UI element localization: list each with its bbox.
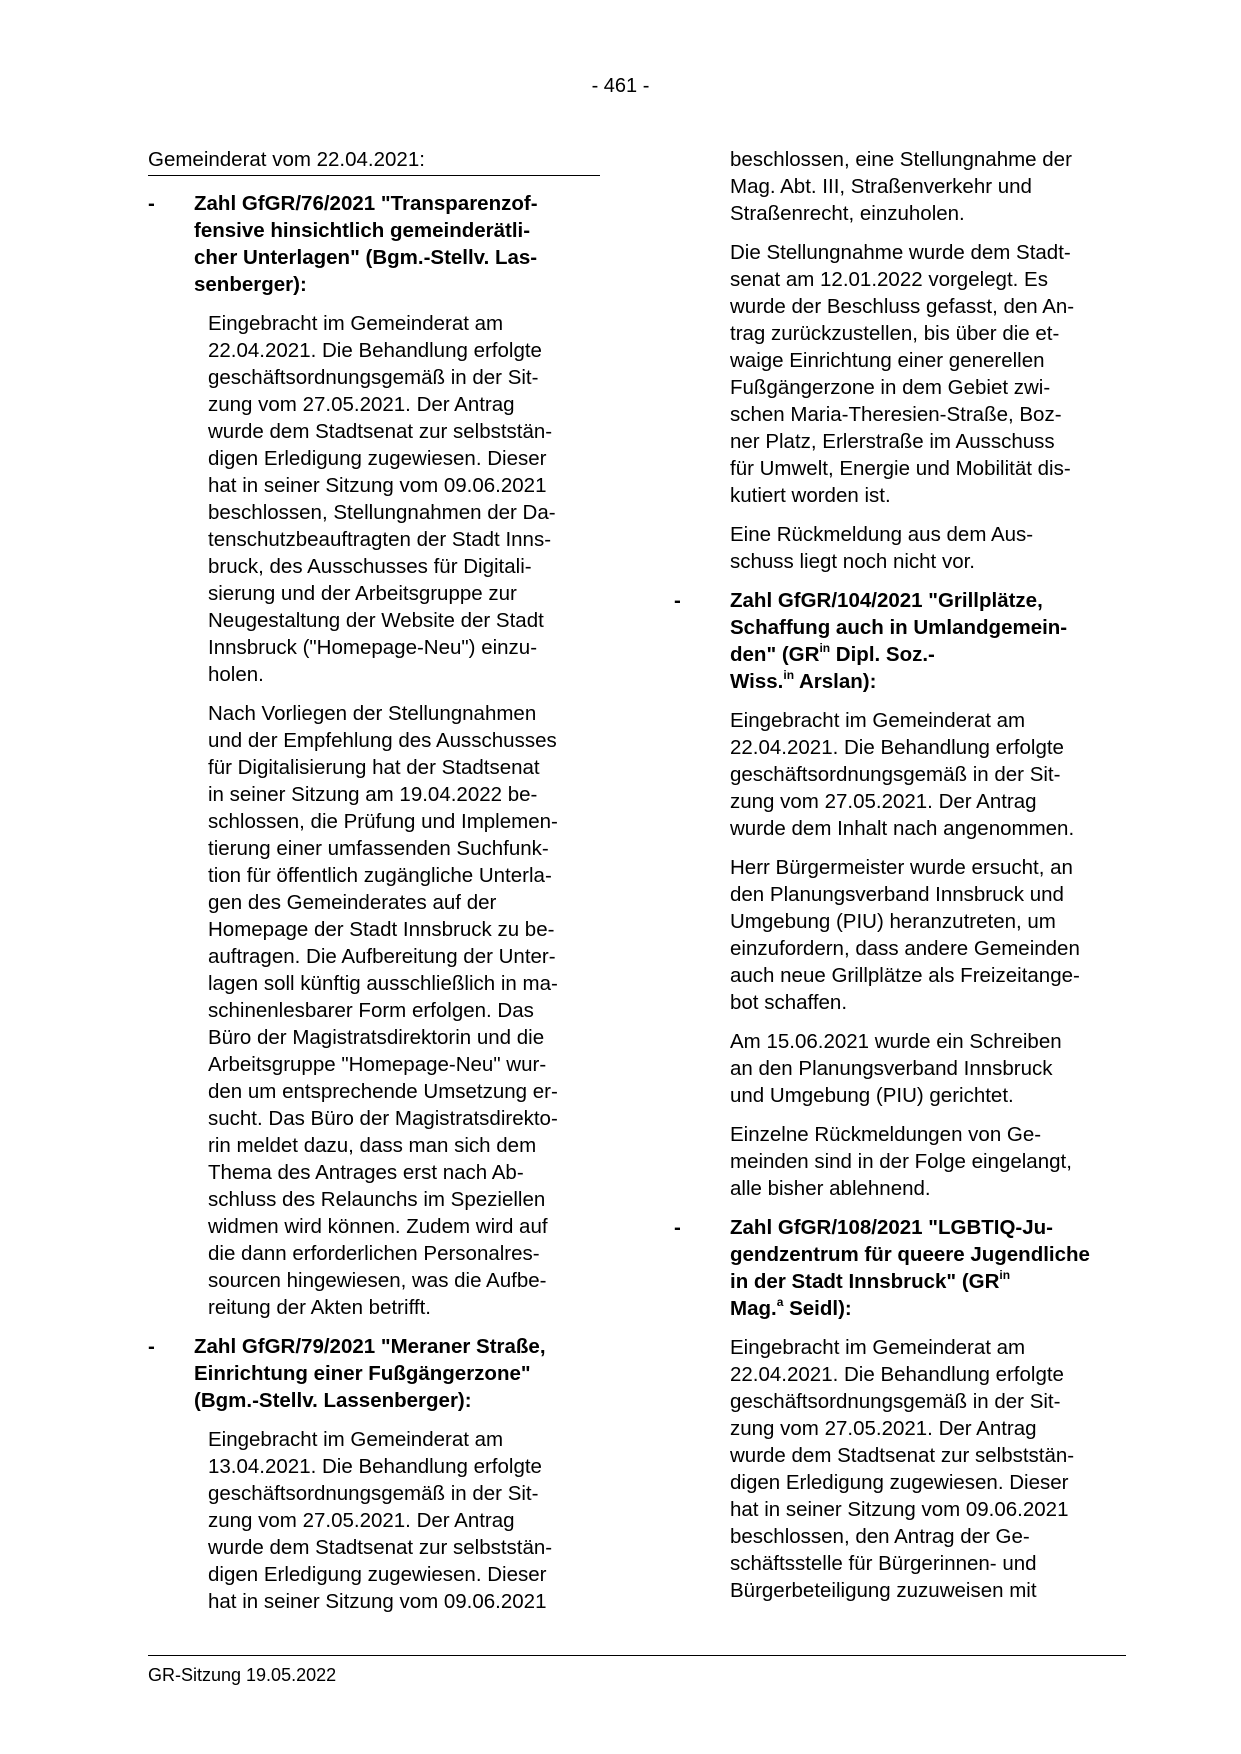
title-text: Wiss.	[730, 670, 784, 693]
text-line: die dann erforderlichen Personalres-	[208, 1242, 540, 1265]
text-line: schäftsstelle für Bürgerinnen- und	[730, 1552, 1037, 1575]
paragraph	[660, 239, 1126, 509]
text-line: Homepage der Stadt Innsbruck zu be-	[208, 918, 555, 941]
text-line: Thema des Antrages erst nach Ab-	[208, 1161, 524, 1184]
text-line: digen Erledigung zugewiesen. Dieser	[208, 447, 547, 470]
text-line: Straßenrecht, einzuholen.	[730, 202, 965, 225]
text-line: bruck, des Ausschusses für Digitali-	[208, 555, 532, 578]
text-line: kutiert worden ist.	[730, 484, 891, 507]
text-line: wurde dem Inhalt nach angenommen.	[730, 817, 1075, 840]
text-line: rin meldet dazu, dass man sich dem	[208, 1134, 537, 1157]
text-line: Fußgängerzone in dem Gebiet zwi-	[730, 376, 1051, 399]
item-bullet: -	[674, 1216, 681, 1239]
title-superscript: in	[819, 641, 831, 655]
text-line: Mag. Abt. III, Straßenverkehr und	[730, 175, 1032, 198]
paragraph	[660, 1334, 1126, 1604]
text-line: hat in seiner Sitzung vom 09.06.2021	[208, 474, 547, 497]
title-line: Zahl GfGR/79/2021 "Meraner Straße,	[194, 1335, 546, 1358]
item-bullet: -	[674, 589, 681, 612]
text-line: waige Einrichtung einer generellen	[730, 349, 1045, 372]
paragraph	[148, 700, 600, 1321]
agenda-item-79	[148, 1333, 600, 1615]
title-text: den" (GR	[730, 643, 820, 666]
text-line: wurde der Beschluss gefasst, den An-	[730, 295, 1075, 318]
paragraph	[660, 854, 1126, 1016]
item-bullet: -	[148, 192, 155, 215]
right-column	[660, 146, 1126, 1616]
item-title	[660, 1214, 1126, 1322]
text-line: Eingebracht im Gemeinderat am	[730, 1336, 1026, 1359]
text-line: den Planungsverband Innsbruck und	[730, 883, 1064, 906]
text-line: Innsbruck ("Homepage-Neu") einzu-	[208, 636, 538, 659]
title-text: Arslan):	[794, 670, 877, 693]
left-column	[148, 146, 600, 1627]
paragraph	[660, 707, 1126, 842]
text-line: Eine Rückmeldung aus dem Aus-	[730, 523, 1034, 546]
text-line: zung vom 27.05.2021. Der Antrag	[730, 1417, 1037, 1440]
text-line: geschäftsordnungsgemäß in der Sit-	[208, 366, 539, 389]
text-line: Die Stellungnahme wurde dem Stadt-	[730, 241, 1071, 264]
text-line: tenschutzbeauftragten der Stadt Inns-	[208, 528, 552, 551]
text-line: 13.04.2021. Die Behandlung erfolgte	[208, 1455, 542, 1478]
title-line	[730, 641, 1126, 668]
text-line: 22.04.2021. Die Behandlung erfolgte	[730, 736, 1064, 759]
text-line: für Umwelt, Energie und Mobilität dis-	[730, 457, 1071, 480]
paragraph	[660, 146, 1126, 227]
text-line: wurde dem Stadtsenat zur selbststän-	[208, 1536, 553, 1559]
text-line: beschlossen, Stellungnahmen der Da-	[208, 501, 556, 524]
title-line: Zahl GfGR/76/2021 "Transparenzof-	[194, 192, 538, 215]
title-line: cher Unterlagen" (Bgm.-Stellv. Las-	[194, 246, 538, 269]
title-line: Zahl GfGR/108/2021 "LGBTIQ-Ju-	[730, 1216, 1053, 1239]
text-line: holen.	[208, 663, 264, 686]
text-line: reitung der Akten betrifft.	[208, 1296, 431, 1319]
text-line: und der Empfehlung des Ausschusses	[208, 729, 557, 752]
text-line: schinenlesbarer Form erfolgen. Das	[208, 999, 534, 1022]
text-line: bot schaffen.	[730, 991, 848, 1014]
title-superscript: in	[999, 1268, 1011, 1282]
text-line: zung vom 27.05.2021. Der Antrag	[208, 393, 515, 416]
text-line: widmen wird können. Zudem wird auf	[208, 1215, 548, 1238]
title-line: senberger):	[194, 273, 307, 296]
text-line: in seiner Sitzung am 19.04.2022 be-	[208, 783, 538, 806]
text-line: geschäftsordnungsgemäß in der Sit-	[208, 1482, 539, 1505]
text-line: schuss liegt noch nicht vor.	[730, 550, 975, 573]
text-line: zung vom 27.05.2021. Der Antrag	[208, 1509, 515, 1532]
item-bullet: -	[148, 1335, 155, 1358]
text-line: sucht. Das Büro der Magistratsdirekto-	[208, 1107, 558, 1130]
title-superscript: in	[783, 668, 795, 682]
title-line: Schaffung auch in Umlandgemein-	[730, 616, 1068, 639]
text-line: alle bisher ablehnend.	[730, 1177, 931, 1200]
title-line	[730, 1268, 1126, 1295]
text-line: trag zurückzustellen, bis über die et-	[730, 322, 1060, 345]
text-line: digen Erledigung zugewiesen. Dieser	[730, 1471, 1069, 1494]
text-line: Arbeitsgruppe "Homepage-Neu" wur-	[208, 1053, 547, 1076]
item-title	[148, 1333, 600, 1414]
text-line: tierung einer umfassenden Suchfunk-	[208, 837, 549, 860]
text-line: Umgebung (PIU) heranzutreten, um	[730, 910, 1056, 933]
title-line	[730, 668, 1126, 695]
text-line: gen des Gemeinderates auf der	[208, 891, 497, 914]
text-line: für Digitalisierung hat der Stadtsenat	[208, 756, 540, 779]
text-line: hat in seiner Sitzung vom 09.06.2021	[208, 1590, 547, 1613]
text-line: Neugestaltung der Website der Stadt	[208, 609, 544, 632]
text-line: einzufordern, dass andere Gemeinden	[730, 937, 1080, 960]
title-text: Seidl):	[783, 1297, 852, 1320]
text-line: geschäftsordnungsgemäß in der Sit-	[730, 763, 1061, 786]
text-line: beschlossen, den Antrag der Ge-	[730, 1525, 1030, 1548]
text-line: schluss des Relaunchs im Speziellen	[208, 1188, 546, 1211]
text-line: senat am 12.01.2022 vorgelegt. Es	[730, 268, 1048, 291]
text-line: Eingebracht im Gemeinderat am	[208, 1428, 504, 1451]
text-line: Nach Vorliegen der Stellungnahmen	[208, 702, 537, 725]
paragraph	[660, 521, 1126, 575]
text-line: sourcen hingewiesen, was die Aufbe-	[208, 1269, 547, 1292]
section-title: Gemeinderat vom 22.04.2021:	[148, 146, 600, 176]
paragraph	[148, 310, 600, 688]
text-line: Eingebracht im Gemeinderat am	[730, 709, 1026, 732]
paragraph	[660, 1028, 1126, 1109]
item-title	[660, 587, 1126, 695]
text-line: Einzelne Rückmeldungen von Ge-	[730, 1123, 1042, 1146]
page-number: - 461 -	[591, 75, 650, 97]
footer-divider	[148, 1655, 1126, 1656]
text-line: an den Planungsverband Innsbruck	[730, 1057, 1053, 1080]
text-line: wurde dem Stadtsenat zur selbststän-	[208, 420, 553, 443]
title-line: Einrichtung einer Fußgängerzone"	[194, 1362, 531, 1385]
text-line: digen Erledigung zugewiesen. Dieser	[208, 1563, 547, 1586]
text-line: und Umgebung (PIU) gerichtet.	[730, 1084, 1014, 1107]
text-line: sierung und der Arbeitsgruppe zur	[208, 582, 517, 605]
text-line: auch neue Grillplätze als Freizeitange-	[730, 964, 1080, 987]
footer-text: GR-Sitzung 19.05.2022	[148, 1665, 337, 1685]
text-line: Bürgerbeteiligung zuzuweisen mit	[730, 1579, 1037, 1602]
text-line: 22.04.2021. Die Behandlung erfolgte	[208, 339, 542, 362]
title-line: gendzentrum für queere Jugendliche	[730, 1243, 1090, 1266]
title-text: Dipl. Soz.-	[830, 643, 935, 666]
text-line: 22.04.2021. Die Behandlung erfolgte	[730, 1363, 1064, 1386]
text-line: wurde dem Stadtsenat zur selbststän-	[730, 1444, 1075, 1467]
agenda-item-108	[660, 1214, 1126, 1604]
title-line: Zahl GfGR/104/2021 "Grillplätze,	[730, 589, 1043, 612]
item-title	[148, 190, 600, 298]
text-line: beschlossen, eine Stellungnahme der	[730, 148, 1072, 171]
text-line: Büro der Magistratsdirektorin und die	[208, 1026, 545, 1049]
text-line: schen Maria-Theresien-Straße, Boz-	[730, 403, 1062, 426]
title-line: (Bgm.-Stellv. Lassenberger):	[194, 1389, 472, 1412]
title-line	[730, 1295, 1126, 1322]
title-text: Mag.	[730, 1297, 777, 1320]
text-line: lagen soll künftig ausschließlich in ma-	[208, 972, 558, 995]
text-line: meinden sind in der Folge eingelangt,	[730, 1150, 1072, 1173]
paragraph	[660, 1121, 1126, 1202]
paragraph	[148, 1426, 600, 1615]
agenda-item-104	[660, 587, 1126, 1202]
text-line: hat in seiner Sitzung vom 09.06.2021	[730, 1498, 1069, 1521]
title-text: in der Stadt Innsbruck" (GR	[730, 1270, 1000, 1293]
text-line: Am 15.06.2021 wurde ein Schreiben	[730, 1030, 1062, 1053]
text-line: Herr Bürgermeister wurde ersucht, an	[730, 856, 1073, 879]
text-line: zung vom 27.05.2021. Der Antrag	[730, 790, 1037, 813]
text-line: tion für öffentlich zugängliche Unterla-	[208, 864, 552, 887]
text-line: geschäftsordnungsgemäß in der Sit-	[730, 1390, 1061, 1413]
text-line: schlossen, die Prüfung und Implemen-	[208, 810, 558, 833]
text-line: auftragen. Die Aufbereitung der Unter-	[208, 945, 556, 968]
text-line: Eingebracht im Gemeinderat am	[208, 312, 504, 335]
text-line: ner Platz, Erlerstraße im Ausschuss	[730, 430, 1055, 453]
title-superscript: a	[776, 1295, 784, 1309]
text-line: den um entsprechende Umsetzung er-	[208, 1080, 558, 1103]
agenda-item-76	[148, 190, 600, 1321]
title-line: fensive hinsichtlich gemeinderätli-	[194, 219, 531, 242]
